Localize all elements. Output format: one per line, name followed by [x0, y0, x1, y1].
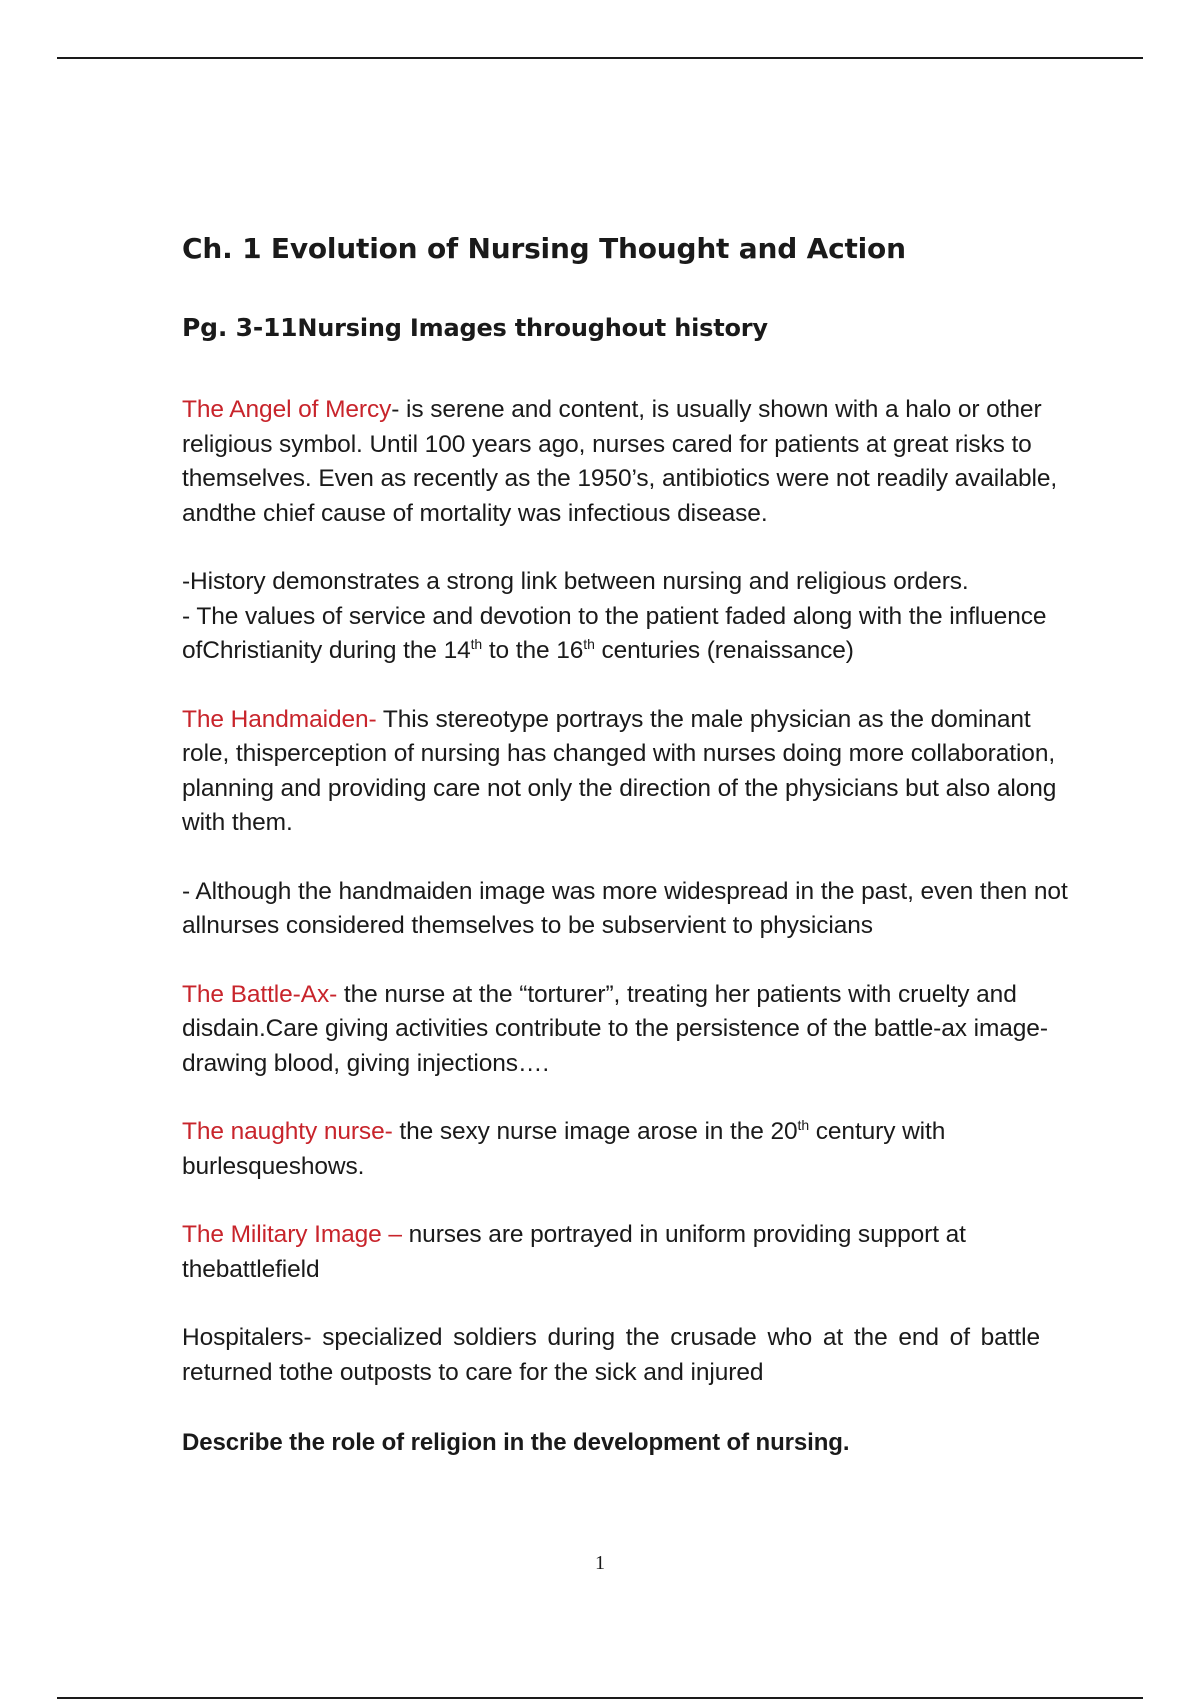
- battle-ax-text: the nurse at the “torturer”, treating her patients with cruelty and disdain.Care giving activities contribute to the persistence of the battle-ax image- drawing blood, giving injections….: [182, 980, 1048, 1077]
- question-heading: Describe the role of religion in the development of nursing.: [182, 1429, 850, 1456]
- naughty-nurse-text-b: century with burlesqueshows.: [182, 1118, 946, 1180]
- angel-paragraph: [182, 393, 1082, 531]
- naughty-nurse-sup: th: [797, 1116, 810, 1133]
- hospitalers-paragraph: Hospitalers- specialized soldiers during the crusade who at the end of battle returned tothe outposts to care for the sick and injured: [182, 1324, 1040, 1386]
- naughty-nurse-term: The naughty nurse-: [182, 1118, 393, 1145]
- handmaiden-paragraph: [182, 703, 1082, 841]
- history-sup-2: th: [583, 635, 595, 652]
- history-sup-1: th: [470, 635, 483, 652]
- naughty-nurse-paragraph: [182, 1115, 1082, 1184]
- naughty-nurse-text-a: the sexy nurse image arose in the 20: [392, 1118, 798, 1145]
- history-text-b: to the 16: [482, 637, 584, 664]
- history-text-a: - The values of service and devotion to the patient faded along with the influence ofChristianity during the 14: [182, 602, 1047, 664]
- although-paragraph: - Although the handmaiden image was more widespread in the past, even then not allnurses considered themselves to be subservient to physicians: [182, 877, 1068, 939]
- angel-term: The Angel of Mercy: [182, 396, 392, 423]
- section-title: Nursing Images throughout history: [297, 314, 768, 342]
- top-rule: [57, 57, 1143, 59]
- handmaiden-term: The Handmaiden-: [182, 705, 377, 733]
- handmaiden-text: This stereotype portrays the male physician as the dominant role, thisperception of nursing has changed with nurses doing more collaboration, planning and providing care not only the direction of the physicians but also along with them.: [182, 705, 1057, 836]
- history-paragraph-1: -History demonstrates a strong link between nursing and religious orders.: [182, 568, 969, 595]
- page-content: [182, 232, 1082, 1461]
- bottom-rule: [57, 1697, 1143, 1699]
- history-text-c: centuries (renaissance): [594, 637, 854, 664]
- military-text: nurses are portrayed in uniform providing support at thebattlefield: [182, 1221, 966, 1283]
- battle-ax-term: The Battle-Ax-: [182, 980, 338, 1008]
- military-term: The Military Image –: [182, 1221, 402, 1248]
- page-number: 1: [595, 1552, 605, 1574]
- section-pages: Pg. 3-11: [182, 313, 298, 342]
- battle-ax-paragraph: [182, 978, 1082, 1082]
- angel-text: - is serene and content, is usually shown with a halo or other religious symbol. Until 100 years ago, nurses cared for patients at great risks to themselves. Even as recently as the 1950’s, antibiotics were not readily available, andthe chief cause of mortality was infectious disease.: [182, 396, 1058, 527]
- military-paragraph: [182, 1218, 1082, 1287]
- chapter-heading: Ch. 1 Evolution of Nursing Thought and Action: [182, 232, 906, 265]
- section-heading: [182, 312, 1082, 347]
- history-paragraph-2: [182, 600, 1082, 669]
